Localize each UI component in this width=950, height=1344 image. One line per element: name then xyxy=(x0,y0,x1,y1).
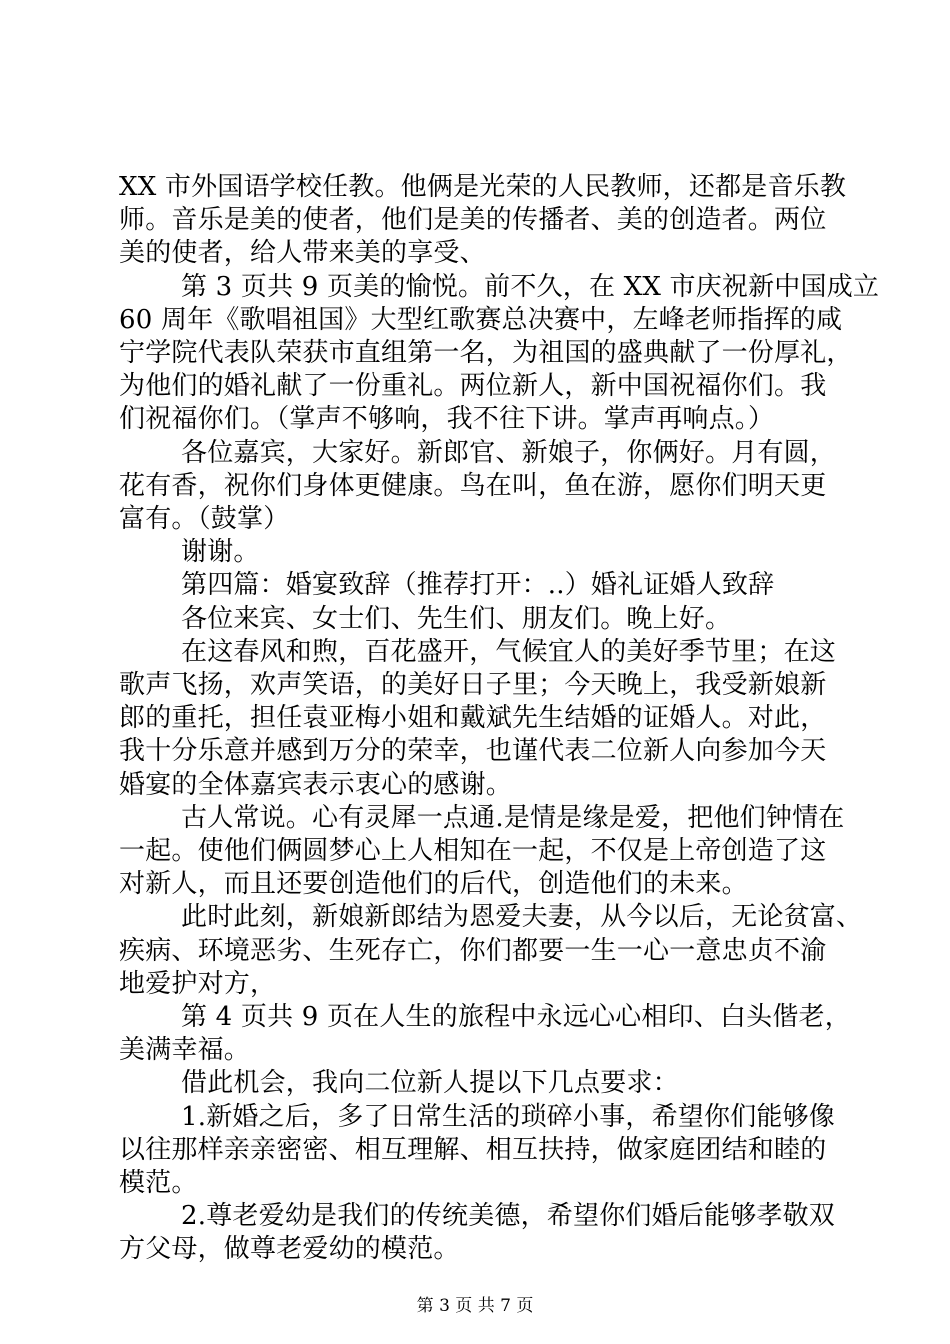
list-item-text: 以往那样亲亲密密、相互理解、相互扶持，做家庭团结和睦的 xyxy=(119,1135,827,1165)
text-line: 各位嘉宾，大家好。新郎官、新娘子，你俩好。月有圆， xyxy=(181,438,837,468)
list-item-text: 模范。 xyxy=(119,1168,198,1198)
text-line: 郎的重托，担任袁亚梅小姐和戴斌先生结婚的证婚人。对此， xyxy=(119,703,827,733)
list-item-text: 1.新婚之后，多了日常生活的琐碎小事，希望你们能够像 xyxy=(181,1102,836,1132)
text-line: 对新人，而且还要创造他们的后代，创造他们的未来。 xyxy=(119,869,748,899)
text-line: 富有。（鼓掌） xyxy=(119,504,290,534)
text-line: XX 市外国语学校任教。他俩是光荣的人民教师，还都是音乐教 xyxy=(119,172,847,202)
text-line: 我十分乐意并感到万分的荣幸，也谨代表二位新人向参加今天 xyxy=(119,736,827,766)
text-line: 师。音乐是美的使者，他们是美的传播者、美的创造者。两位 xyxy=(119,205,827,235)
text-line: 第 3 页共 9 页美的愉悦。前不久，在 XX 市庆祝新中国成立 xyxy=(181,272,880,302)
text-line: 在这春风和煦，百花盛开，气候宜人的美好季节里；在这 xyxy=(181,637,837,667)
text-line: 歌声飞扬，欢声笑语，的美好日子里；今天晚上，我受新娘新 xyxy=(119,670,827,700)
text-line: 宁学院代表队荣获市直组第一名，为祖国的盛典献了一份厚礼， xyxy=(119,338,853,368)
list-item-text: 2.尊老爱幼是我们的传统美德，希望你们婚后能够孝敬双 xyxy=(181,1201,836,1231)
text-line: 第 4 页共 9 页在人生的旅程中永远心心相印、白头偕老， xyxy=(181,1002,851,1032)
text-line: 借此机会，我向二位新人提以下几点要求： xyxy=(181,1068,679,1098)
text-line: 一起。使他们俩圆梦心上人相知在一起，不仅是上帝创造了这 xyxy=(119,836,827,866)
text-line: 们祝福你们。（掌声不够响，我不往下讲。掌声再响点。） xyxy=(119,404,775,434)
text-line: 疾病、环境恶劣、生死存亡，你们都要一生一心一意忠贞不渝 xyxy=(119,936,827,966)
text-line: 美满幸福。 xyxy=(119,1035,251,1065)
text-line: 地爱护对方， xyxy=(119,969,277,999)
text-line: 60 周年《歌唱祖国》大型红歌赛总决赛中，左峰老师指挥的咸 xyxy=(119,305,843,335)
text-line: 此时此刻，新娘新郎结为恩爱夫妻，从今以后，无论贫富、 xyxy=(181,902,863,932)
text-line: 古人常说。心有灵犀一点通.是情是缘是爱，把他们钟情在 xyxy=(181,803,845,833)
text-line: 花有香，祝你们身体更健康。鸟在叫，鱼在游，愿你们明天更 xyxy=(119,471,827,501)
text-line: 美的使者，给人带来美的享受、 xyxy=(119,238,486,268)
section-heading: 第四篇：婚宴致辞（推荐打开：..）婚礼证婚人致辞 xyxy=(181,570,775,600)
text-line: 婚宴的全体嘉宾表示衷心的感谢。 xyxy=(119,770,513,800)
list-item-text: 方父母，做尊老爱幼的模范。 xyxy=(119,1234,460,1264)
text-line: 谢谢。 xyxy=(181,537,260,567)
text-line: 各位来宾、女士们、先生们、朋友们。晚上好。 xyxy=(181,604,732,634)
page-footer: 第 3 页 共 7 页 xyxy=(416,1296,534,1316)
text-line: 为他们的婚礼献了一份重礼。两位新人，新中国祝福你们。我 xyxy=(119,371,827,401)
